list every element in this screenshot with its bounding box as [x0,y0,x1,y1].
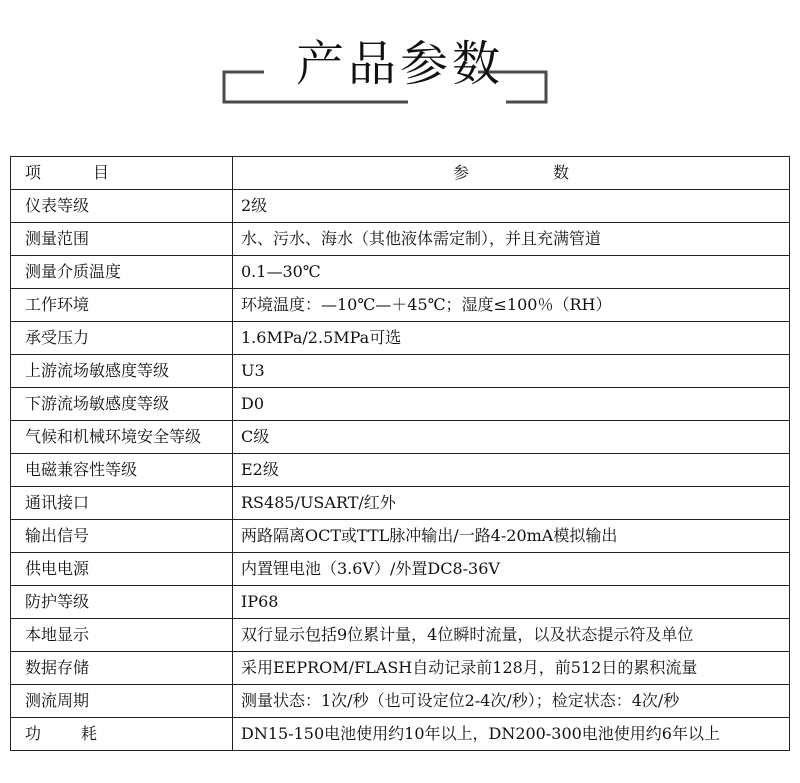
row-value-cell: 0.1—30℃ [233,256,790,289]
header-param-char-2: 数 [553,163,570,182]
row-name-cell: 测量范围 [11,223,233,256]
row-value-cell: 两路隔离OCT或TTL脉冲输出/一路4-20mA模拟输出 [233,520,790,553]
table-row [11,421,790,454]
row-value-cell: 环境温度：—10℃—＋45℃；湿度≤100％（RH） [233,289,790,322]
row-value-cell: 2级 [233,190,790,223]
table-row [11,586,790,619]
table-header-row [11,157,790,190]
table-row [11,685,790,718]
row-name-cell: 仪表等级 [11,190,233,223]
row-value-cell: DN15-150电池使用约10年以上，DN200-300电池使用约6年以上 [233,718,790,751]
table-row [11,355,790,388]
header-item-char-1: 项 [25,163,42,182]
row-value-cell: C级 [233,421,790,454]
row-name-cell [11,718,233,751]
row-name-cell: 通讯接口 [11,487,233,520]
row-value-cell: RS485/USART/红外 [233,487,790,520]
row-name-cell: 数据存储 [11,652,233,685]
table-row [11,256,790,289]
row-value-cell: 内置锂电池（3.6V）/外置DC8-36V [233,553,790,586]
row-value-cell: 水、污水、海水（其他液体需定制），并且充满管道 [233,223,790,256]
row-name-cell: 工作环境 [11,289,233,322]
table-row [11,223,790,256]
power-label-char-1: 功 [25,724,42,743]
power-label-char-2: 耗 [81,724,98,743]
row-name-cell: 供电电源 [11,553,233,586]
spec-table [10,156,790,751]
header-item-cell [11,157,233,190]
row-name-cell: 输出信号 [11,520,233,553]
row-name-cell: 气候和机械环境安全等级 [11,421,233,454]
table-row [11,619,790,652]
row-name-cell: 测流周期 [11,685,233,718]
header-param-cell [233,157,790,190]
table-row [11,322,790,355]
row-value-cell: 测量状态：1次/秒（也可设定位2-4次/秒）；检定状态：4次/秒 [233,685,790,718]
row-name-cell: 测量介质温度 [11,256,233,289]
table-row [11,718,790,751]
row-name-cell: 承受压力 [11,322,233,355]
row-name-cell: 本地显示 [11,619,233,652]
row-name-cell: 电磁兼容性等级 [11,454,233,487]
row-value-cell: 1.6MPa/2.5MPa可选 [233,322,790,355]
table-row [11,289,790,322]
table-row [11,388,790,421]
row-name-cell: 下游流场敏感度等级 [11,388,233,421]
table-row [11,190,790,223]
table-row [11,520,790,553]
row-name-cell: 防护等级 [11,586,233,619]
row-value-cell: IP68 [233,586,790,619]
row-name-cell: 上游流场敏感度等级 [11,355,233,388]
table-row [11,553,790,586]
title-block [0,0,800,120]
row-value-cell: D0 [233,388,790,421]
table-row [11,454,790,487]
table-row [11,487,790,520]
row-value-cell: 双行显示包括9位累计量，4位瞬时流量，以及状态提示符及单位 [233,619,790,652]
row-value-cell: E2级 [233,454,790,487]
row-value-cell: 采用EEPROM/FLASH自动记录前128月，前512日的累积流量 [233,652,790,685]
table-row [11,652,790,685]
row-value-cell: U3 [233,355,790,388]
header-item-char-2: 目 [93,163,110,182]
header-param-char-1: 参 [452,163,469,182]
page-title: 产品参数 [295,36,504,92]
